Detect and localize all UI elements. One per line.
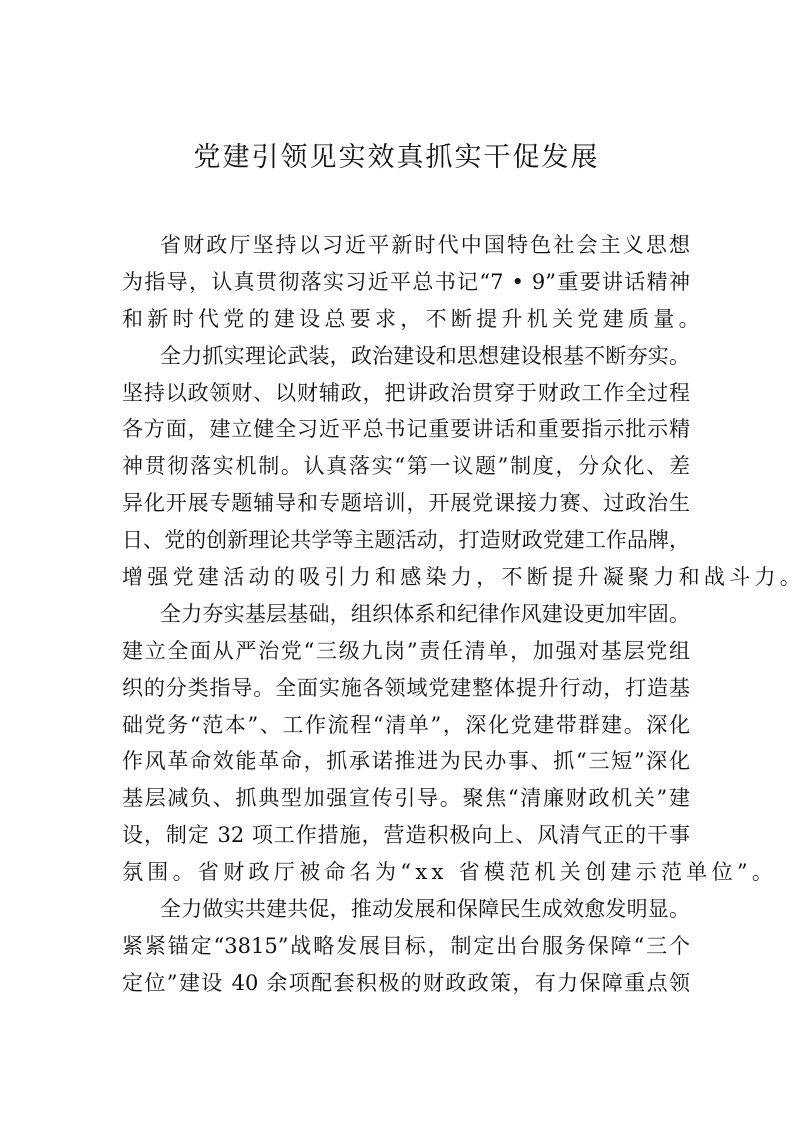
- text-line: 氛围。省财政厅被命名为“xx 省模范机关创建示范单位”。: [122, 860, 778, 885]
- paragraph: [122, 227, 704, 338]
- document-title: 党建引领见实效真抓实干促发展: [193, 142, 600, 173]
- text-line: 异化开展专题辅导和专题培训，开展党课接力赛、过政治生: [122, 491, 690, 516]
- text-line: 础党务“范本”、工作流程“清单”，深化党建带群建。深化: [122, 712, 690, 737]
- text-line: 建立全面从严治党“三级九岗”责任清单，加强对基层党组: [122, 638, 690, 663]
- text-line: 紧紧锚定“3815”战略发展目标，制定出台服务保障“三个: [122, 933, 690, 958]
- text-line: 和新时代党的建设总要求，不断提升机关党建质量。: [122, 306, 704, 331]
- text-line: 省财政厅坚持以习近平新时代中国特色社会主义思想: [160, 233, 690, 257]
- paragraph: [122, 891, 690, 1002]
- text-line: 各方面，建立健全习近平总书记重要讲话和重要指示批示精: [122, 417, 690, 442]
- text-line: 增强党建活动的吸引力和感染力，不断提升凝聚力和战斗力。: [122, 565, 805, 590]
- paragraph: [122, 338, 805, 596]
- document-body: [122, 227, 805, 1002]
- text-line: 作风革命效能革命，抓承诺推进为民办事、抓“三短”深化: [122, 749, 690, 774]
- paragraph: [122, 596, 778, 891]
- text-line: 全力抓实理论武装，政治建设和思想建设根基不断夯实。: [160, 343, 690, 368]
- text-line: 全力夯实基层基础，组织体系和纪律作风建设更加牢固。: [160, 601, 690, 626]
- text-line: 织的分类指导。全面实施各领域党建整体提升行动，打造基: [122, 675, 690, 700]
- text-line: 为指导，认真贯彻落实习近平总书记“7 • 9”重要讲话精神: [122, 269, 690, 294]
- text-line: 日、党的创新理论共学等主题活动，打造财政党建工作品牌，: [122, 528, 690, 553]
- text-line: 坚持以政领财、以财辅政，把讲政治贯穿于财政工作全过程: [122, 380, 690, 405]
- text-line: 定位”建设 40 余项配套积极的财政政策，有力保障重点领: [122, 970, 690, 995]
- text-line: 全力做实共建共促，推动发展和保障民生成效愈发明显。: [160, 897, 690, 922]
- text-line: 神贯彻落实机制。认真落实“第一议题”制度，分众化、差: [122, 454, 690, 479]
- text-line: 设，制定 32 项工作措施，营造积极向上、风清气正的干事: [122, 823, 690, 848]
- text-line: 基层减负、抓典型加强宣传引导。聚焦“清廉财政机关”建: [122, 786, 690, 811]
